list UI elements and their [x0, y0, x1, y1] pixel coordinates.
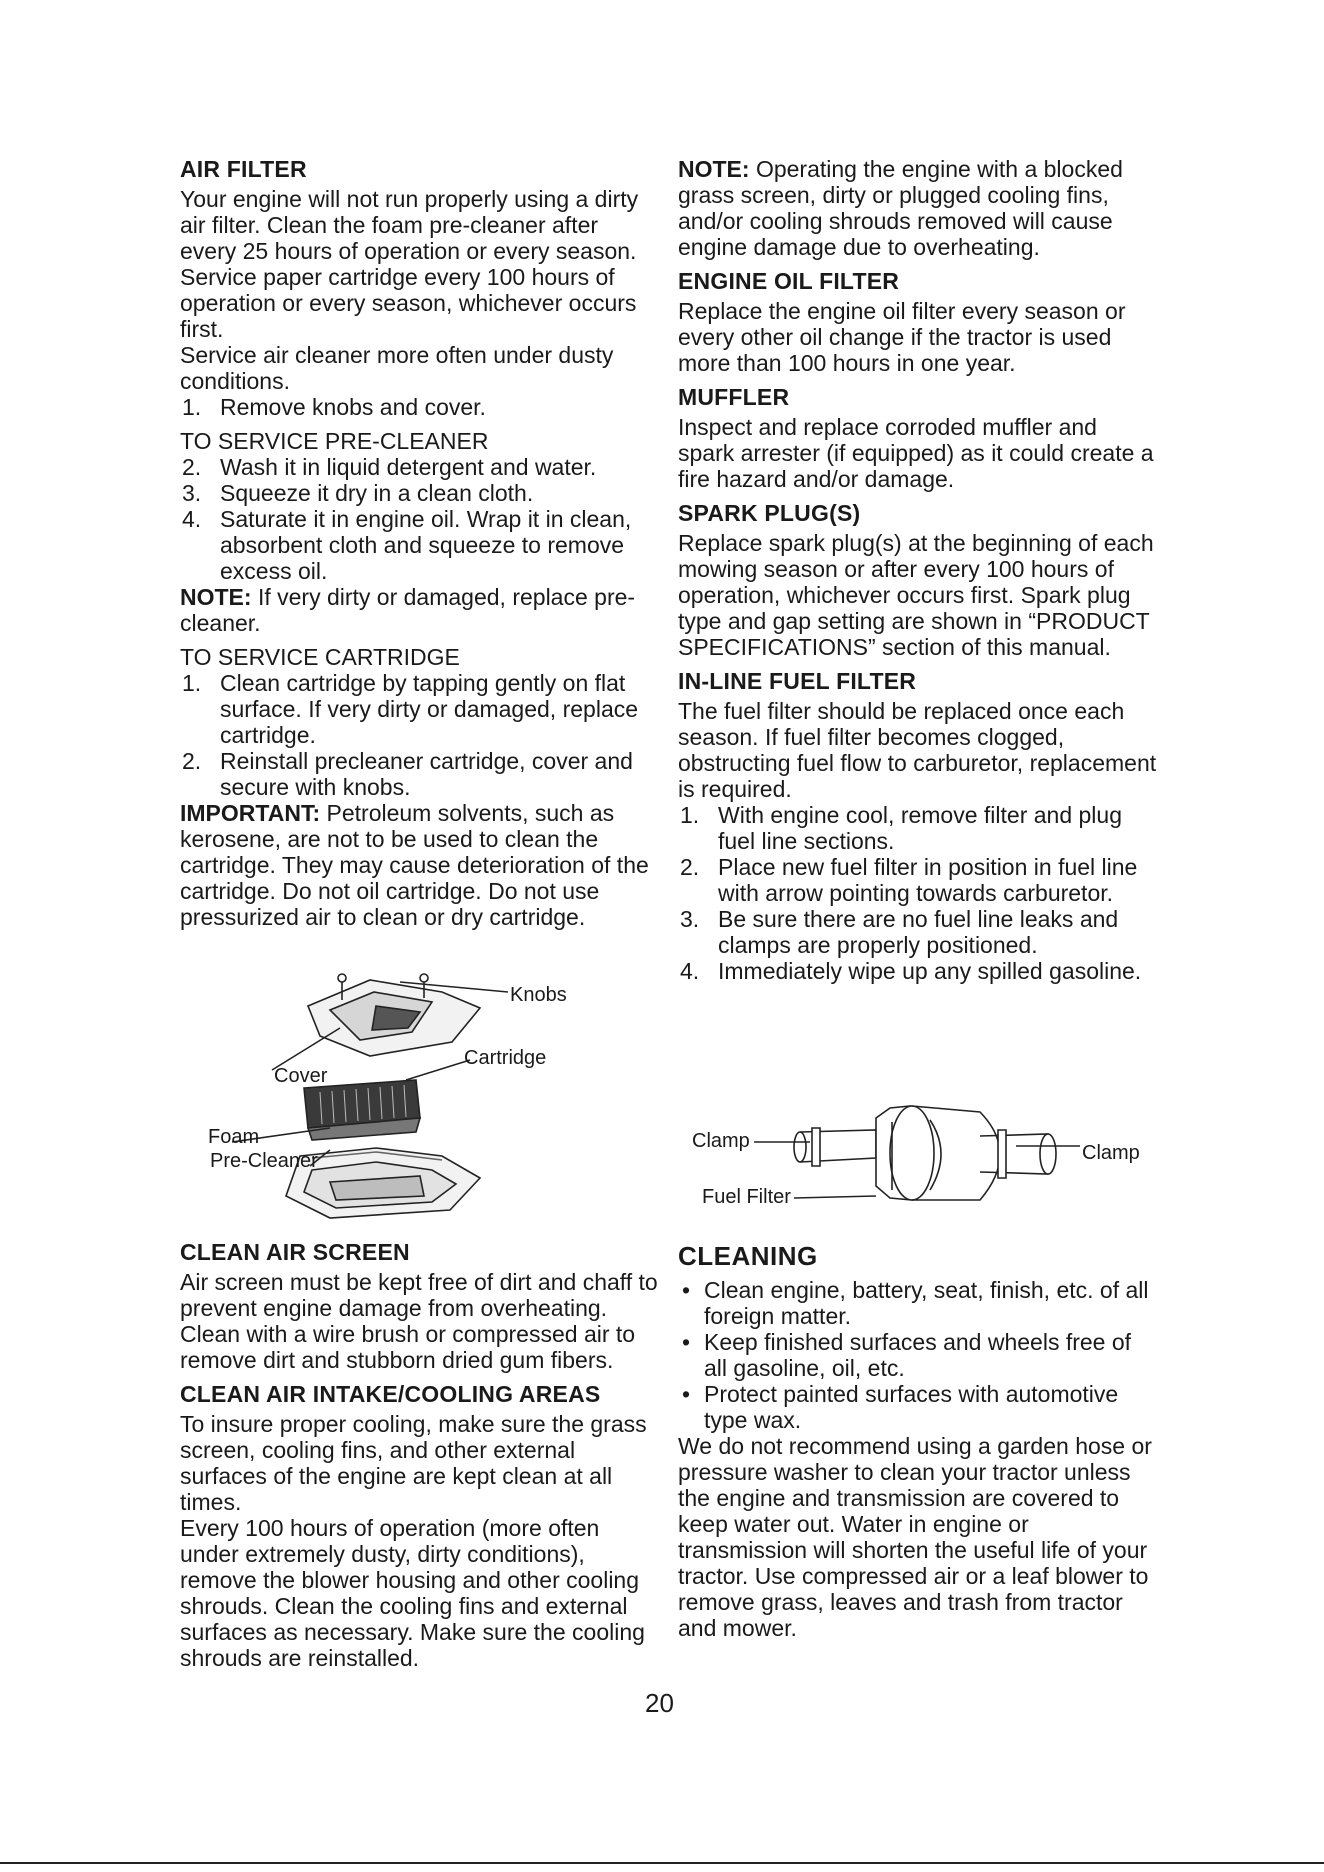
- cleaning-heading: CLEANING: [678, 1241, 818, 1271]
- intake-cooling-text: To insure proper cooling, make sure the grass screen, cooling fins, and other external surfaces of the engine are kept clean at all times.: [180, 1411, 647, 1515]
- cleaning-section: [678, 1241, 1158, 1641]
- step-number: 1.: [680, 802, 700, 828]
- step-text: Immediately wipe up any spilled gasoline.: [718, 958, 1142, 984]
- step-text: Remove knobs and cover.: [220, 394, 486, 420]
- pre-cleaner-steps: [180, 454, 650, 584]
- note-text: Operating the engine with a blocked grass screen, dirty or plugged cooling fins, and/or cooling shrouds removed will cause engine damage due to overheating.: [678, 156, 1123, 260]
- bullet-text: Clean engine, battery, seat, finish, etc. of all foreign matter.: [704, 1277, 1149, 1329]
- step-text: Reinstall precleaner cartridge, cover and secure with knobs.: [220, 748, 633, 800]
- list-item: [180, 480, 650, 506]
- fuel-filter-steps: [678, 802, 1158, 984]
- step-number: 1.: [182, 394, 202, 420]
- list-item: [180, 454, 650, 480]
- muffler-heading: MUFFLER: [678, 384, 790, 410]
- bullet-text: Protect painted surfaces with automotive type wax.: [704, 1381, 1119, 1433]
- air-filter-heading: AIR FILTER: [180, 156, 307, 182]
- engine-oil-filter-heading: ENGINE OIL FILTER: [678, 268, 900, 294]
- overheating-note: [678, 156, 1158, 260]
- page-number: 20: [645, 1688, 674, 1718]
- bullet-text: Keep finished surfaces and wheels free of all gasoline, oil, etc.: [704, 1329, 1132, 1381]
- spark-plug-text: Replace spark plug(s) at the beginning of each mowing season or after every 100 hours of operation, whichever occurs first. Spark plug type and gap setting are shown in “PRODUCT SPECIFICATIONS” section of this manual.: [678, 530, 1154, 660]
- list-item: [678, 802, 1158, 854]
- step-number: 2.: [680, 854, 700, 880]
- list-item: [678, 1329, 1158, 1381]
- step-text: Be sure there are no fuel line leaks and clamps are properly positioned.: [718, 906, 1119, 958]
- fuel-filter-heading: IN-LINE FUEL FILTER: [678, 668, 917, 694]
- clean-air-screen-heading: CLEAN AIR SCREEN: [180, 1239, 410, 1265]
- cartridge-subheading: TO SERVICE CARTRIDGE: [180, 644, 460, 670]
- step-number: 3.: [680, 906, 700, 932]
- cleaning-text: We do not recommend using a garden hose or pressure washer to clean your tractor unless the engine and transmission are covered to keep water out. Water in engine or transmission will shorten the useful life of your tractor. Use compressed air or a leaf blower to remove grass, leaves and trash from tractor and mower.: [678, 1433, 1152, 1641]
- intake-cooling-text-2: Every 100 hours of operation (more often under extremely dusty, dirty conditions), remove the blower housing and other cooling shrouds. Clean the cooling fins and external surfaces as necessary. Make sure the cooling shrouds are reinstalled.: [180, 1515, 645, 1671]
- pre-cleaner-note: [180, 584, 650, 636]
- spark-plug-heading: SPARK PLUG(S): [678, 500, 861, 526]
- fuel-filter-text: The fuel filter should be replaced once each season. If fuel filter becomes clogged, obstructing fuel flow to carburetor, replacement is required.: [678, 698, 1157, 802]
- step-number: 4.: [680, 958, 700, 984]
- air-filter-step-1: [180, 394, 650, 420]
- list-item: [180, 748, 650, 800]
- note-text: If very dirty or damaged, replace pre-cleaner.: [180, 584, 636, 636]
- fuel-filter-diagram: [680, 1100, 1160, 1220]
- step-number: 2.: [182, 454, 202, 480]
- step-number: 2.: [182, 748, 202, 774]
- page-edge-rule: [0, 1862, 1324, 1864]
- air-filter-drawing: [180, 970, 600, 1240]
- step-text: Place new fuel filter in position in fuel line with arrow pointing towards carburetor.: [718, 854, 1138, 906]
- cartridge-steps: [180, 670, 650, 800]
- list-item: [678, 1277, 1158, 1329]
- list-item: [678, 958, 1158, 984]
- air-filter-intro: Your engine will not run properly using a dirty air filter. Clean the foam pre-cleaner after every 25 hours of operation or every season. Service paper cartridge every 100 hours of operation or every season, whichever occurs first.: [180, 186, 639, 342]
- air-filter-intro-2: Service air cleaner more often under dusty conditions.: [180, 342, 614, 394]
- list-item: [180, 506, 650, 584]
- important-text: Petroleum solvents, such as kerosene, are not to be used to clean the cartridge. They may cause deterioration of the cartridge. Do not oil cartridge. Do not use pressurized air to clean or dry cartridge.: [180, 800, 649, 930]
- note-label: NOTE:: [180, 584, 252, 610]
- list-item: [678, 854, 1158, 906]
- list-item: [678, 1381, 1158, 1433]
- muffler-text: Inspect and replace corroded muffler and spark arrester (if equipped) as it could create a fire hazard and/or damage.: [678, 414, 1154, 492]
- clamp-left-label: Clamp: [692, 1130, 750, 1152]
- knobs-label: Knobs: [510, 984, 567, 1006]
- bullet-icon: •: [682, 1277, 691, 1303]
- air-filter-section: [180, 156, 650, 930]
- intake-cooling-heading: CLEAN AIR INTAKE/COOLING AREAS: [180, 1381, 601, 1407]
- air-screen-section: [180, 1239, 660, 1671]
- bullet-icon: •: [682, 1381, 691, 1407]
- note-label: NOTE:: [678, 156, 750, 182]
- important-note: [180, 800, 650, 930]
- clamp-right-label: Clamp: [1082, 1142, 1140, 1164]
- step-text: Wash it in liquid detergent and water.: [220, 454, 597, 480]
- foam-label: Foam: [208, 1126, 260, 1148]
- step-text: Clean cartridge by tapping gently on flat surface. If very dirty or damaged, replace cartridge.: [220, 670, 639, 748]
- step-text: Squeeze it dry in a clean cloth.: [220, 480, 534, 506]
- fuel-filter-label: Fuel Filter: [702, 1186, 791, 1208]
- pre-cleaner-label: Pre-Cleaner: [210, 1150, 318, 1172]
- cleaning-bullets: [678, 1277, 1158, 1433]
- pre-cleaner-subheading: TO SERVICE PRE-CLEANER: [180, 428, 489, 454]
- step-number: 1.: [182, 670, 202, 696]
- cover-label: Cover: [274, 1065, 328, 1087]
- step-text: Saturate it in engine oil. Wrap it in clean, absorbent cloth and squeeze to remove excess oil.: [220, 506, 632, 584]
- step-text: With engine cool, remove filter and plug fuel line sections.: [718, 802, 1122, 854]
- cartridge-label: Cartridge: [464, 1047, 547, 1069]
- maintenance-right-column: [678, 156, 1158, 984]
- list-item: [678, 906, 1158, 958]
- air-filter-diagram: [180, 970, 600, 1240]
- clean-air-screen-text: Air screen must be kept free of dirt and chaff to prevent engine damage from overheating. Clean with a wire brush or compressed air to remove dirt and stubborn dried gum fibers.: [180, 1269, 658, 1373]
- step-number: 4.: [182, 506, 202, 532]
- step-number: 3.: [182, 480, 202, 506]
- bullet-icon: •: [682, 1329, 691, 1355]
- engine-oil-filter-text: Replace the engine oil filter every season or every other oil change if the tractor is used more than 100 hours in one year.: [678, 298, 1126, 376]
- list-item: [180, 670, 650, 748]
- important-label: IMPORTANT:: [180, 800, 321, 826]
